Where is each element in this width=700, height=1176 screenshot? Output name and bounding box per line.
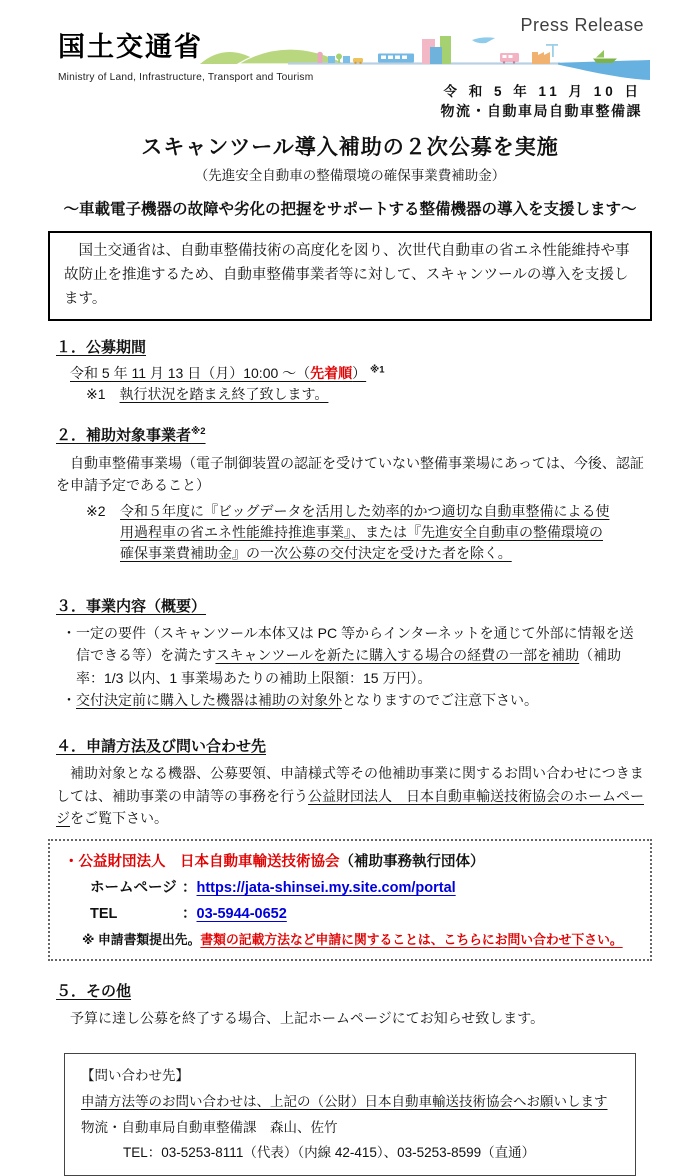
department-name: 物流・自動車局自動車整備課	[440, 103, 642, 119]
section-1	[56, 337, 644, 406]
footnote-2	[86, 501, 644, 564]
ministry-name-en: Ministry of Land, Infrastructure, Transport and Tourism	[58, 71, 314, 83]
page-tagline: ～車載電子機器の故障や劣化の把握をサポートする整備機器の導入を支援します～	[63, 200, 637, 218]
section-4	[56, 736, 644, 961]
jata-org-role: （補助事務執行団体）	[339, 854, 485, 871]
inquiry-line-jata: 申請方法等のお問い合わせは、上記の（公財）日本自動車輸送技術協会へお願いします	[81, 1094, 608, 1110]
section-2-heading: ２．補助対象事業者$^{※2}$	[56, 426, 206, 445]
jata-note-line	[82, 928, 640, 951]
application-period	[70, 363, 644, 384]
jata-org-name: ・公益財団法人 日本自動車輸送技術協会	[64, 854, 340, 871]
section-5-body: 予算に達し公募を終了する場合、上記ホームページにてお知らせ致します。	[56, 1010, 545, 1027]
jata-org-line	[64, 849, 640, 875]
footnote-1	[86, 384, 644, 405]
jata-note-black: ※ 申請書類提出先。	[82, 931, 201, 947]
inquiry-box	[64, 1053, 636, 1176]
section-2	[56, 425, 644, 563]
section-5	[56, 981, 644, 1030]
page-title: スキャンツール導入補助の２次公募を実施	[141, 136, 559, 159]
section-5-heading: ５．その他	[56, 982, 132, 1000]
jata-note-red: 書類の記載方法など申請に関することは、こちらにお問い合わせ下さい。	[200, 931, 623, 947]
jata-portal-link[interactable]: https://jata-shinsei.my.site.com/portal	[196, 880, 456, 897]
section-2-body: 自動車整備事業場（電子制御装置の認証を受けていない整備事業場にあっては、今後、認証を申請予定であること）	[56, 454, 644, 494]
summary-box	[48, 231, 652, 321]
footnote-2-label: ※2	[86, 502, 106, 519]
homepage-label: ホームページ	[90, 880, 177, 897]
jata-homepage-row: ホームページ ：https://jata-shinsei.my.site.com/portal	[90, 875, 640, 901]
jata-contact-box	[48, 839, 652, 960]
section-1-heading: １．公募期間	[56, 338, 147, 356]
inquiry-line-dept: 物流・自動車局自動車整備課 森山、佐竹	[81, 1119, 338, 1135]
footnote-ref-1: ※1	[370, 364, 385, 376]
press-release-label: Press Release	[520, 15, 644, 35]
tel-label: TEL	[90, 906, 118, 923]
page-subtitle: （先進安全自動車の整備環境の確保事業費補助金）	[194, 167, 506, 183]
subsidy-underline-text: スキャンツールを新たに購入する場合の経費の一部を補助	[215, 647, 580, 664]
footnote-2-text: 令和５年度に『ビッグデータを活用した効率的かつ適切な自動車整備による使用過程車の省エネ性能維持推進事業』、または『先進安全自動車の整備環境の確保事業費補助金』の一次公募の交付決定を受けた者を除く。	[120, 502, 610, 561]
cityscape-illustration-icon	[200, 36, 650, 86]
section-4-body: 補助対象となる機器、公募要領、申請様式等その他補助事業に関するお問い合わせにつきましては、補助事業の申請等の事務を行う公益財団法人 日本自動車輸送技術協会のホームページをご覧下さい。	[56, 765, 644, 826]
footnote-1-label: ※1	[86, 386, 106, 403]
footnote-1-text: 執行状況を踏まえ終了致します。	[119, 386, 329, 403]
jata-tel-row: TEL ：03-5944-0652	[90, 901, 640, 927]
warning-underline-text: 交付決定前に購入した機器は補助の対象外	[76, 692, 342, 709]
section-3-heading: ３．事業内容（概要）	[56, 597, 207, 615]
section-3	[56, 596, 644, 712]
inquiry-line-tel: TEL：03-5253-8111（代表）（内線 42-415）、03-5253-8599（直通）	[123, 1145, 536, 1161]
ministry-name-ja: 国土交通省	[58, 32, 203, 62]
period-text: 令和 5 年 11 月 13 日（月）10:00 ～（先着順）	[70, 365, 367, 382]
footnote-ref-2: ※2	[191, 426, 206, 438]
inquiry-title: 【問い合わせ先】	[81, 1068, 189, 1084]
section-4-heading: ４．申請方法及び問い合わせ先	[56, 737, 267, 755]
jata-homepage-reference: 公益財団法人 日本自動車輸送技術協会のホームページ	[56, 787, 644, 826]
release-date: 令 和 5 年 11 月 10 日	[443, 84, 642, 99]
jata-tel-link[interactable]: 03-5944-0652	[196, 906, 287, 923]
bullet-subsidy-scope: ・一定の要件（スキャンツール本体又は PC 等からインターネットを通じて外部に情報を送信できる等）を満たすスキャンツールを新たに購入する場合の経費の一部を補助（補助率：1/3 以内、1 事業場あたりの補助上限額：15 万円）。	[62, 625, 634, 686]
press-release-header	[0, 0, 700, 120]
document-body	[0, 231, 700, 1176]
summary-text: 国土交通省は、自動車整備技術の高度化を図り、次世代自動車の省エネ性能維持や事故防止を推進するため、自動車整備事業者等に対して、スキャンツールの導入を支援します。	[64, 243, 630, 307]
bullet-purchase-warning: ・交付決定前に購入した機器は補助の対象外となりますのでご注意下さい。	[62, 692, 538, 709]
first-come-first-served-label: 先着順	[310, 365, 353, 382]
